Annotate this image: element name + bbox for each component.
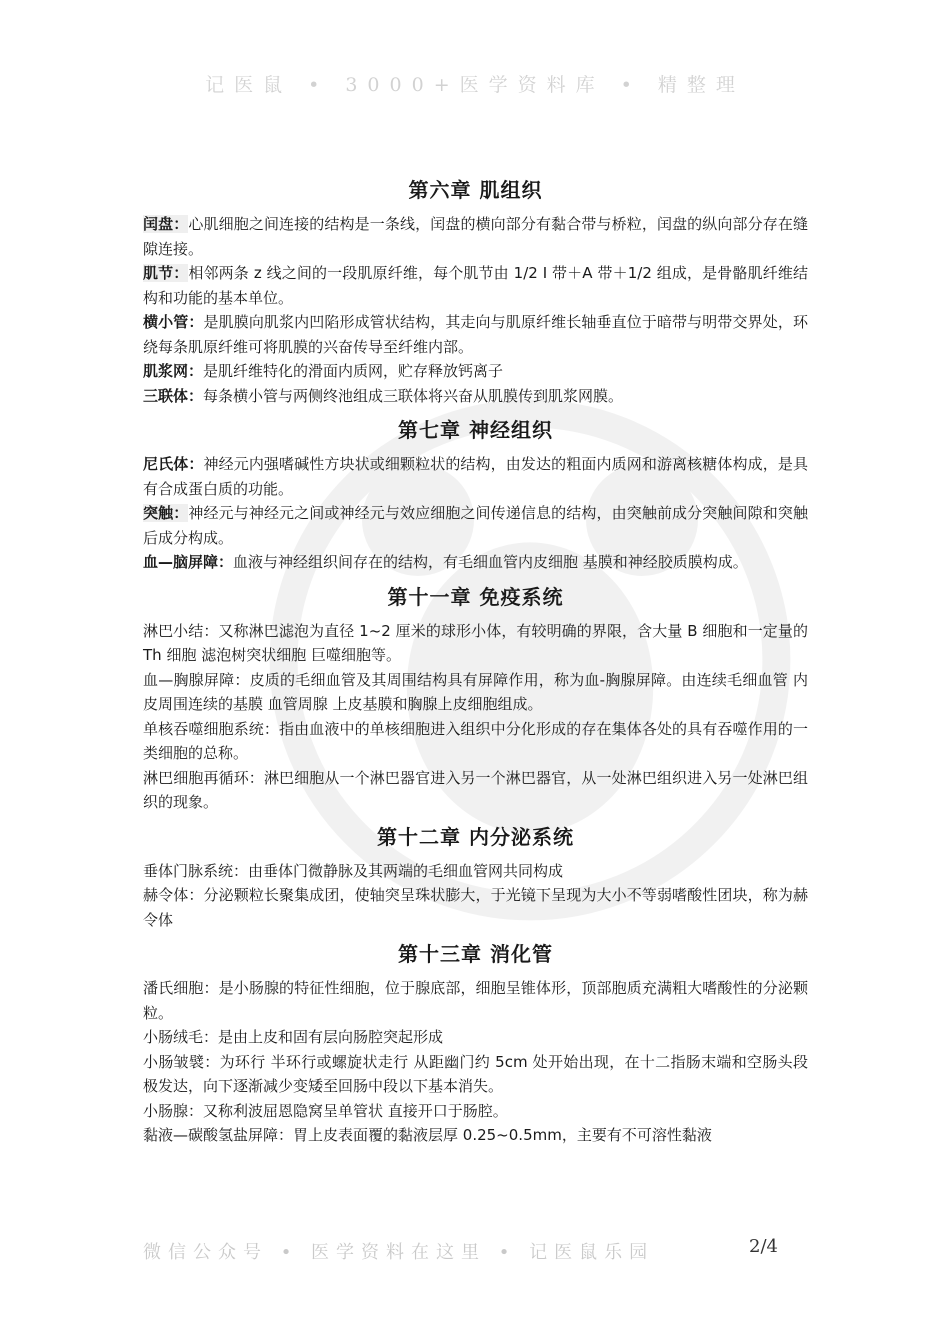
definition-paragraph	[143, 359, 808, 384]
header-watermark: 记医鼠 • 3000+医学资料库 • 精整理	[205, 74, 745, 96]
definition-text: 是肌纤维特化的滑面内质网，贮存释放钙离子	[203, 362, 504, 380]
definition-term: 小肠腺：	[143, 1101, 204, 1120]
definition-paragraph	[143, 883, 808, 932]
definition-text: 血液与神经组织间存在的结构，有毛细血管内皮细胞 基膜和神经胶质膜构成。	[233, 553, 748, 571]
definition-term: 横小管：	[143, 313, 204, 331]
chapter-title: 第七章 神经组织	[398, 418, 553, 442]
definition-text: 为环行 半环行或螺旋状走行 从距幽门约 5cm 处开始出现，在十二指肠末端和空肠头段极发达，向下逐渐减少变矮至回肠中段以下基本消失。	[143, 1052, 808, 1095]
document-body	[143, 168, 808, 1148]
definition-text: 皮质的毛细血管及其周围结构具有屏障作用，称为血-胸腺屏障。由连续毛细血管 内皮周围连续的基膜 血管周腺 上皮基膜和胸腺上皮细胞组成。	[143, 670, 808, 713]
definition-text: 又称淋巴滤泡为直径 1~2 厘米的球形小体，有较明确的界限，含大量 B 细胞和一定量的 Th 细胞 滤泡树突状细胞 巨噬细胞等。	[143, 621, 808, 664]
definition-paragraph	[143, 668, 808, 717]
definition-paragraph	[143, 976, 808, 1025]
definition-text: 相邻两条 z 线之间的一段肌原纤维，每个肌节由 1/2 I 带＋A 带＋1/2 组成，是骨骼肌纤维结构和功能的基本单位。	[143, 264, 808, 307]
page-number: 2/4	[749, 1236, 778, 1257]
chapter-title: 第十三章 消化管	[398, 942, 553, 966]
definition-term: 肌节：	[143, 264, 189, 282]
definition-term: 血—脑屏障：	[143, 553, 234, 571]
definition-paragraph	[143, 1099, 808, 1124]
chapter-title: 第十二章 内分泌系统	[377, 824, 574, 849]
definition-term: 肌浆网：	[143, 362, 204, 380]
definition-text: 淋巴细胞从一个淋巴器官进入另一个淋巴器官，从一处淋巴组织进入另一处淋巴组织的现象。	[143, 768, 808, 811]
definition-term: 闰盘：	[143, 215, 189, 233]
chapter-title: 第十一章 免疫系统	[387, 584, 564, 609]
definition-paragraph	[143, 1050, 808, 1099]
definition-text: 又称利波屈恩隐窝呈单管状 直接开口于肠腔。	[203, 1101, 508, 1120]
definition-text: 由垂体门微静脉及其两端的毛细血管网共同构成	[248, 861, 564, 880]
definition-text: 指由血液中的单核细胞进入组织中分化形成的存在集体各处的具有吞噬作用的一类细胞的总称。	[143, 719, 808, 762]
definition-text: 神经元与神经元之间或神经元与效应细胞之间传递信息的结构，由突触前成分突触间隙和突触后成分构成。	[143, 504, 808, 547]
definition-term: 三联体：	[143, 386, 204, 405]
definition-text: 心肌细胞之间连接的结构是一条线，闰盘的横向部分有黏合带与桥粒，闰盘的纵向部分存在缝隙连接。	[143, 215, 808, 258]
definition-term: 单核吞噬细胞系统：	[143, 719, 280, 738]
definition-text: 是小肠腺的特征性细胞，位于腺底部，细胞呈锥体形，顶部胞质充满粗大嗜酸性的分泌颗粒。	[143, 979, 808, 1022]
definition-text: 每条横小管与两侧终池组成三联体将兴奋从肌膜传到肌浆网膜。	[203, 386, 624, 405]
definition-paragraph	[143, 859, 808, 884]
definition-text: 分泌颗粒长聚集成团，使轴突呈珠状膨大，于光镜下呈现为大小不等弱嗜酸性团块，称为赫令体	[143, 886, 808, 929]
definition-paragraph	[143, 310, 808, 359]
definition-term: 小肠绒毛：	[143, 1028, 219, 1046]
definition-term: 潘氏细胞：	[143, 979, 219, 997]
page-footer	[143, 1238, 808, 1264]
definition-paragraph	[143, 501, 808, 550]
definition-term: 垂体门脉系统：	[143, 861, 249, 880]
definition-term: 淋巴小结：	[143, 621, 219, 640]
definition-paragraph	[143, 384, 808, 409]
definition-term: 小肠皱襞：	[143, 1052, 220, 1071]
definition-text: 是肌膜向肌浆内凹陷形成管状结构，其走向与肌原纤维长轴垂直位于暗带与明带交界处，环绕每条肌原纤维可将肌膜的兴奋传导至纤维内部。	[143, 313, 808, 356]
definition-paragraph	[143, 1123, 808, 1148]
definition-text: 是由上皮和固有层向肠腔突起形成	[218, 1028, 444, 1046]
definition-paragraph	[143, 452, 808, 501]
definition-paragraph	[143, 766, 808, 815]
definition-paragraph	[143, 550, 808, 575]
definition-term: 黏液—碳酸氢盐屏障：	[143, 1126, 294, 1144]
definition-paragraph	[143, 619, 808, 668]
definition-term: 突触：	[143, 504, 189, 522]
definition-paragraph	[143, 1025, 808, 1050]
definition-paragraph	[143, 717, 808, 766]
definition-text: 胃上皮表面覆的黏液层厚 0.25~0.5mm，主要有不可溶性黏液	[293, 1126, 712, 1144]
chapter-title: 第六章 肌组织	[408, 178, 543, 202]
footer-watermark: 微信公众号 • 医学资料在这里 • 记医鼠乐园	[143, 1242, 655, 1263]
definition-term: 尼氏体：	[143, 455, 204, 473]
definition-paragraph	[143, 212, 808, 261]
definition-paragraph	[143, 261, 808, 310]
definition-term: 赫令体：	[143, 886, 204, 904]
definition-term: 血—胸腺屏障：	[143, 670, 250, 689]
definition-term: 淋巴细胞再循环：	[143, 768, 264, 787]
definition-text: 神经元内强嗜碱性方块状或细颗粒状的结构，由发达的粗面内质网和游离核糖体构成，是具有合成蛋白质的功能。	[143, 455, 808, 498]
